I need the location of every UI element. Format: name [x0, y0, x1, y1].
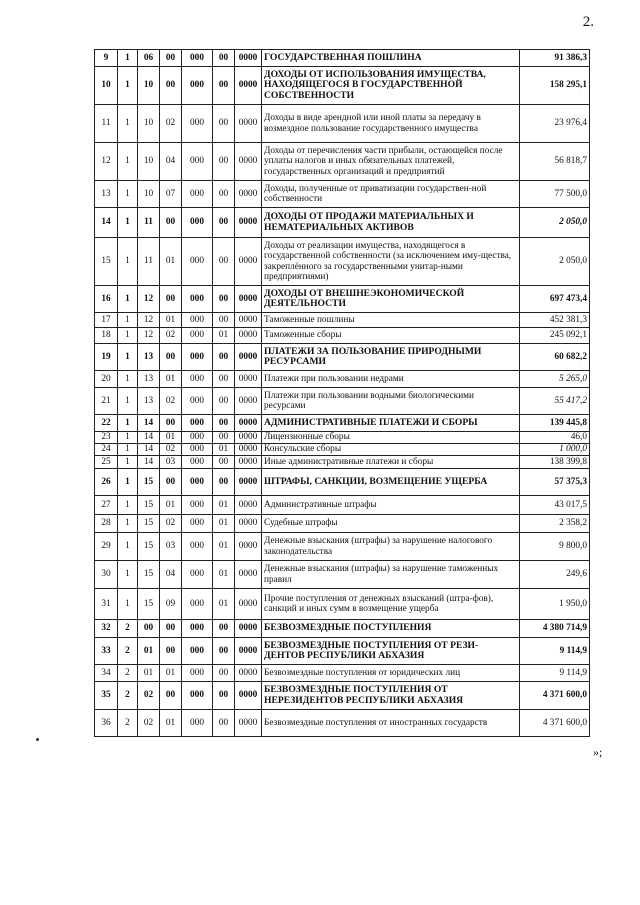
code-cell: 000	[182, 344, 213, 371]
row-number: 32	[95, 620, 118, 638]
row-description: Консульские сборы	[262, 444, 520, 456]
table-row	[95, 181, 590, 208]
code-cell: 09	[160, 589, 182, 620]
code-cell: 1	[118, 105, 138, 143]
code-cell: 00	[213, 388, 235, 415]
code-cell: 0000	[235, 432, 262, 444]
code-cell: 1	[118, 432, 138, 444]
row-number: 23	[95, 432, 118, 444]
table-row	[95, 67, 590, 105]
code-cell: 000	[182, 496, 213, 515]
code-cell: 000	[182, 313, 213, 328]
code-cell: 000	[182, 561, 213, 589]
row-description: Безвозмездные поступления от юридических лиц	[262, 665, 520, 682]
code-cell: 0000	[235, 665, 262, 682]
code-cell: 000	[182, 143, 213, 181]
code-cell: 000	[182, 638, 213, 665]
code-cell: 00	[160, 344, 182, 371]
row-description: ПЛАТЕЖИ ЗА ПОЛЬЗОВАНИЕ ПРИРОДНЫМИ РЕСУРСАМИ	[262, 344, 520, 371]
code-cell: 00	[213, 67, 235, 105]
code-cell: 1	[118, 344, 138, 371]
row-number: 14	[95, 208, 118, 238]
code-cell: 0000	[235, 371, 262, 388]
code-cell: 0000	[235, 344, 262, 371]
code-cell: 11	[138, 238, 160, 286]
row-amount: 139 445,8	[520, 415, 590, 432]
code-cell: 1	[118, 456, 138, 469]
code-cell: 12	[138, 313, 160, 328]
row-number: 19	[95, 344, 118, 371]
code-cell: 1	[118, 238, 138, 286]
code-cell: 000	[182, 710, 213, 737]
code-cell: 000	[182, 456, 213, 469]
table-row	[95, 208, 590, 238]
code-cell: 01	[213, 515, 235, 533]
row-number: 15	[95, 238, 118, 286]
row-description: Денежные взыскания (штрафы) за нарушение таможенных правил	[262, 561, 520, 589]
row-number: 20	[95, 371, 118, 388]
table-row	[95, 620, 590, 638]
row-number: 24	[95, 444, 118, 456]
table-row	[95, 313, 590, 328]
row-amount: 55 417,2	[520, 388, 590, 415]
row-description: Доходы в виде арендной или иной платы за передачу в возмездное пользование государственного имущества	[262, 105, 520, 143]
code-cell: 00	[160, 620, 182, 638]
row-amount: 697 473,4	[520, 286, 590, 313]
code-cell: 1	[118, 561, 138, 589]
code-cell: 1	[118, 286, 138, 313]
row-description: Доходы, полученные от приватизации государствен-ной собственности	[262, 181, 520, 208]
table-row	[95, 238, 590, 286]
code-cell: 02	[160, 105, 182, 143]
code-cell: 0000	[235, 456, 262, 469]
row-description: БЕЗВОЗМЕЗДНЫЕ ПОСТУПЛЕНИЯ ОТ НЕРЕЗИДЕНТОВ РЕСПУБЛИКИ АБХАЗИЯ	[262, 682, 520, 710]
row-number: 22	[95, 415, 118, 432]
code-cell: 00	[213, 344, 235, 371]
row-description: Платежи при пользовании недрами	[262, 371, 520, 388]
table-row	[95, 589, 590, 620]
code-cell: 10	[138, 143, 160, 181]
code-cell: 00	[160, 67, 182, 105]
row-amount: 4 380 714,9	[520, 620, 590, 638]
code-cell: 11	[138, 208, 160, 238]
row-description: Административные штрафы	[262, 496, 520, 515]
code-cell: 000	[182, 444, 213, 456]
row-number: 10	[95, 67, 118, 105]
row-description: Денежные взыскания (штрафы) за нарушение налогового законодательства	[262, 533, 520, 561]
table-row	[95, 444, 590, 456]
row-description: БЕЗВОЗМЕЗДНЫЕ ПОСТУПЛЕНИЯ	[262, 620, 520, 638]
table-row	[95, 105, 590, 143]
row-number: 26	[95, 469, 118, 496]
code-cell: 00	[213, 371, 235, 388]
row-number: 35	[95, 682, 118, 710]
code-cell: 00	[213, 415, 235, 432]
table-row	[95, 533, 590, 561]
row-amount: 46,0	[520, 432, 590, 444]
code-cell: 000	[182, 469, 213, 496]
code-cell: 000	[182, 432, 213, 444]
row-number: 34	[95, 665, 118, 682]
code-cell: 000	[182, 208, 213, 238]
code-cell: 0000	[235, 313, 262, 328]
code-cell: 000	[182, 589, 213, 620]
table-row	[95, 432, 590, 444]
code-cell: 0000	[235, 620, 262, 638]
table-row	[95, 286, 590, 313]
row-number: 25	[95, 456, 118, 469]
code-cell: 0000	[235, 50, 262, 67]
code-cell: 2	[118, 620, 138, 638]
code-cell: 00	[213, 456, 235, 469]
row-description: Доходы от реализации имущества, находящегося в государственной собственности (за исключением иму-щества, закреплённого за государственными унитар-ными предприятиями)	[262, 238, 520, 286]
code-cell: 000	[182, 415, 213, 432]
row-amount: 9 800,0	[520, 533, 590, 561]
row-amount: 1 000,0	[520, 444, 590, 456]
code-cell: 000	[182, 286, 213, 313]
row-amount: 23 976,4	[520, 105, 590, 143]
row-number: 27	[95, 496, 118, 515]
code-cell: 000	[182, 665, 213, 682]
code-cell: 00	[213, 665, 235, 682]
code-cell: 02	[160, 444, 182, 456]
table-row	[95, 682, 590, 710]
row-amount: 1 950,0	[520, 589, 590, 620]
code-cell: 00	[213, 143, 235, 181]
code-cell: 00	[213, 432, 235, 444]
code-cell: 00	[160, 638, 182, 665]
code-cell: 0000	[235, 638, 262, 665]
code-cell: 0000	[235, 208, 262, 238]
code-cell: 00	[138, 620, 160, 638]
row-amount: 249,6	[520, 561, 590, 589]
row-number: 17	[95, 313, 118, 328]
code-cell: 15	[138, 496, 160, 515]
code-cell: 00	[160, 208, 182, 238]
code-cell: 1	[118, 533, 138, 561]
code-cell: 0000	[235, 710, 262, 737]
code-cell: 000	[182, 181, 213, 208]
table-row	[95, 665, 590, 682]
row-description: ДОХОДЫ ОТ ВНЕШНЕЭКОНОМИЧЕСКОЙ ДЕЯТЕЛЬНОСТИ	[262, 286, 520, 313]
row-number: 18	[95, 328, 118, 344]
row-amount: 245 092,1	[520, 328, 590, 344]
row-number: 12	[95, 143, 118, 181]
code-cell: 0000	[235, 496, 262, 515]
code-cell: 1	[118, 589, 138, 620]
code-cell: 13	[138, 371, 160, 388]
code-cell: 000	[182, 533, 213, 561]
code-cell: 03	[160, 533, 182, 561]
code-cell: 12	[138, 328, 160, 344]
code-cell: 000	[182, 50, 213, 67]
row-description: ДОХОДЫ ОТ ИСПОЛЬЗОВАНИЯ ИМУЩЕСТВА, НАХОДЯЩЕГОСЯ В ГОСУДАРСТВЕННОЙ СОБСТВЕННОСТИ	[262, 67, 520, 105]
row-amount: 2 358,2	[520, 515, 590, 533]
code-cell: 00	[213, 469, 235, 496]
row-amount: 5 265,0	[520, 371, 590, 388]
code-cell: 1	[118, 208, 138, 238]
table-row	[95, 469, 590, 496]
code-cell: 0000	[235, 682, 262, 710]
code-cell: 01	[138, 665, 160, 682]
code-cell: 00	[213, 286, 235, 313]
code-cell: 0000	[235, 561, 262, 589]
code-cell: 00	[213, 313, 235, 328]
table-row	[95, 710, 590, 737]
code-cell: 0000	[235, 328, 262, 344]
code-cell: 000	[182, 105, 213, 143]
row-description: Иные административные платежи и сборы	[262, 456, 520, 469]
code-cell: 000	[182, 620, 213, 638]
row-number: 28	[95, 515, 118, 533]
code-cell: 07	[160, 181, 182, 208]
table-row	[95, 561, 590, 589]
code-cell: 000	[182, 515, 213, 533]
row-description: Доходы от перечисления части прибыли, остающейся после уплаты налогов и иных обязательных платежей, государственных организаций и предприятий	[262, 143, 520, 181]
code-cell: 0000	[235, 415, 262, 432]
code-cell: 00	[160, 415, 182, 432]
row-amount: 57 375,3	[520, 469, 590, 496]
code-cell: 02	[138, 710, 160, 737]
code-cell: 00	[213, 682, 235, 710]
row-description: Прочие поступления от денежных взысканий (штра-фов), санкций и иных сумм в возмещение ущерба	[262, 589, 520, 620]
code-cell: 00	[213, 638, 235, 665]
code-cell: 01	[213, 561, 235, 589]
row-amount: 138 399,8	[520, 456, 590, 469]
row-number: 16	[95, 286, 118, 313]
code-cell: 01	[213, 533, 235, 561]
table-row	[95, 50, 590, 67]
code-cell: 000	[182, 328, 213, 344]
row-number: 30	[95, 561, 118, 589]
row-amount: 158 295,1	[520, 67, 590, 105]
revenue-table	[94, 49, 590, 737]
code-cell: 1	[118, 415, 138, 432]
code-cell: 01	[213, 328, 235, 344]
code-cell: 000	[182, 682, 213, 710]
code-cell: 00	[213, 50, 235, 67]
row-description: Безвозмездные поступления от иностранных государств	[262, 710, 520, 737]
row-amount: 2 050,0	[520, 238, 590, 286]
row-amount: 77 500,0	[520, 181, 590, 208]
code-cell: 0000	[235, 388, 262, 415]
table-row	[95, 371, 590, 388]
row-number: 13	[95, 181, 118, 208]
code-cell: 00	[213, 238, 235, 286]
row-number: 36	[95, 710, 118, 737]
row-description: Судебные штрафы	[262, 515, 520, 533]
code-cell: 000	[182, 67, 213, 105]
row-amount: 452 381,3	[520, 313, 590, 328]
row-number: 21	[95, 388, 118, 415]
code-cell: 01	[160, 432, 182, 444]
code-cell: 01	[160, 665, 182, 682]
code-cell: 2	[118, 710, 138, 737]
code-cell: 01	[213, 589, 235, 620]
code-cell: 01	[160, 313, 182, 328]
code-cell: 06	[138, 50, 160, 67]
code-cell: 15	[138, 589, 160, 620]
row-amount: 4 371 600,0	[520, 682, 590, 710]
code-cell: 00	[160, 682, 182, 710]
code-cell: 1	[118, 444, 138, 456]
row-amount: 43 017,5	[520, 496, 590, 515]
code-cell: 0000	[235, 589, 262, 620]
code-cell: 00	[213, 710, 235, 737]
row-number: 11	[95, 105, 118, 143]
code-cell: 000	[182, 371, 213, 388]
scan-speck	[36, 738, 39, 741]
code-cell: 14	[138, 415, 160, 432]
code-cell: 1	[118, 313, 138, 328]
row-amount: 4 371 600,0	[520, 710, 590, 737]
code-cell: 02	[160, 388, 182, 415]
code-cell: 00	[213, 105, 235, 143]
row-number: 33	[95, 638, 118, 665]
code-cell: 1	[118, 143, 138, 181]
code-cell: 00	[213, 208, 235, 238]
row-description: Таможенные пошлины	[262, 313, 520, 328]
code-cell: 00	[160, 50, 182, 67]
code-cell: 0000	[235, 515, 262, 533]
code-cell: 0000	[235, 444, 262, 456]
row-description: Таможенные сборы	[262, 328, 520, 344]
row-description: ГОСУДАРСТВЕННАЯ ПОШЛИНА	[262, 50, 520, 67]
code-cell: 1	[118, 328, 138, 344]
row-description: ДОХОДЫ ОТ ПРОДАЖИ МАТЕРИАЛЬНЫХ И НЕМАТЕРИАЛЬНЫХ АКТИВОВ	[262, 208, 520, 238]
code-cell: 0000	[235, 105, 262, 143]
code-cell: 0000	[235, 143, 262, 181]
code-cell: 13	[138, 388, 160, 415]
code-cell: 00	[160, 286, 182, 313]
code-cell: 13	[138, 344, 160, 371]
code-cell: 0000	[235, 469, 262, 496]
code-cell: 12	[138, 286, 160, 313]
row-number: 29	[95, 533, 118, 561]
table-row	[95, 496, 590, 515]
code-cell: 14	[138, 456, 160, 469]
table-row	[95, 344, 590, 371]
closing-mark: »;	[593, 745, 603, 759]
code-cell: 15	[138, 561, 160, 589]
code-cell: 10	[138, 181, 160, 208]
row-amount: 60 682,2	[520, 344, 590, 371]
table-row	[95, 388, 590, 415]
row-amount: 9 114,9	[520, 638, 590, 665]
table-row	[95, 515, 590, 533]
code-cell: 000	[182, 238, 213, 286]
row-number: 31	[95, 589, 118, 620]
code-cell: 0000	[235, 286, 262, 313]
code-cell: 04	[160, 561, 182, 589]
code-cell: 10	[138, 105, 160, 143]
code-cell: 1	[118, 67, 138, 105]
table-row	[95, 143, 590, 181]
code-cell: 1	[118, 388, 138, 415]
code-cell: 1	[118, 50, 138, 67]
page-number: 2.	[582, 14, 594, 30]
code-cell: 0000	[235, 533, 262, 561]
row-description: АДМИНИСТРАТИВНЫЕ ПЛАТЕЖИ И СБОРЫ	[262, 415, 520, 432]
code-cell: 01	[213, 444, 235, 456]
row-amount: 56 818,7	[520, 143, 590, 181]
row-amount: 2 050,0	[520, 208, 590, 238]
code-cell: 10	[138, 67, 160, 105]
code-cell: 01	[213, 496, 235, 515]
code-cell: 14	[138, 444, 160, 456]
code-cell: 2	[118, 682, 138, 710]
row-description: Платежи при пользовании водными биологическими ресурсами	[262, 388, 520, 415]
code-cell: 000	[182, 388, 213, 415]
code-cell: 01	[160, 238, 182, 286]
code-cell: 15	[138, 469, 160, 496]
code-cell: 00	[160, 469, 182, 496]
code-cell: 1	[118, 496, 138, 515]
code-cell: 1	[118, 371, 138, 388]
code-cell: 01	[138, 638, 160, 665]
code-cell: 01	[160, 710, 182, 737]
code-cell: 01	[160, 371, 182, 388]
code-cell: 2	[118, 665, 138, 682]
code-cell: 02	[160, 328, 182, 344]
table-row	[95, 415, 590, 432]
row-amount: 91 386,3	[520, 50, 590, 67]
table-row	[95, 328, 590, 344]
code-cell: 1	[118, 181, 138, 208]
code-cell: 02	[138, 682, 160, 710]
code-cell: 03	[160, 456, 182, 469]
code-cell: 01	[160, 496, 182, 515]
code-cell: 1	[118, 469, 138, 496]
row-description: БЕЗВОЗМЕЗДНЫЕ ПОСТУПЛЕНИЯ ОТ РЕЗИ-ДЕНТОВ РЕСПУБЛИКИ АБХАЗИЯ	[262, 638, 520, 665]
row-number: 9	[95, 50, 118, 67]
code-cell: 00	[213, 181, 235, 208]
table-row	[95, 456, 590, 469]
code-cell: 2	[118, 638, 138, 665]
code-cell: 02	[160, 515, 182, 533]
code-cell: 15	[138, 533, 160, 561]
code-cell: 0000	[235, 181, 262, 208]
code-cell: 0000	[235, 238, 262, 286]
row-description: Лицензионные сборы	[262, 432, 520, 444]
code-cell: 14	[138, 432, 160, 444]
row-amount: 9 114,9	[520, 665, 590, 682]
table-row	[95, 638, 590, 665]
code-cell: 04	[160, 143, 182, 181]
code-cell: 00	[213, 620, 235, 638]
code-cell: 0000	[235, 67, 262, 105]
row-description: ШТРАФЫ, САНКЦИИ, ВОЗМЕЩЕНИЕ УЩЕРБА	[262, 469, 520, 496]
code-cell: 1	[118, 515, 138, 533]
code-cell: 15	[138, 515, 160, 533]
